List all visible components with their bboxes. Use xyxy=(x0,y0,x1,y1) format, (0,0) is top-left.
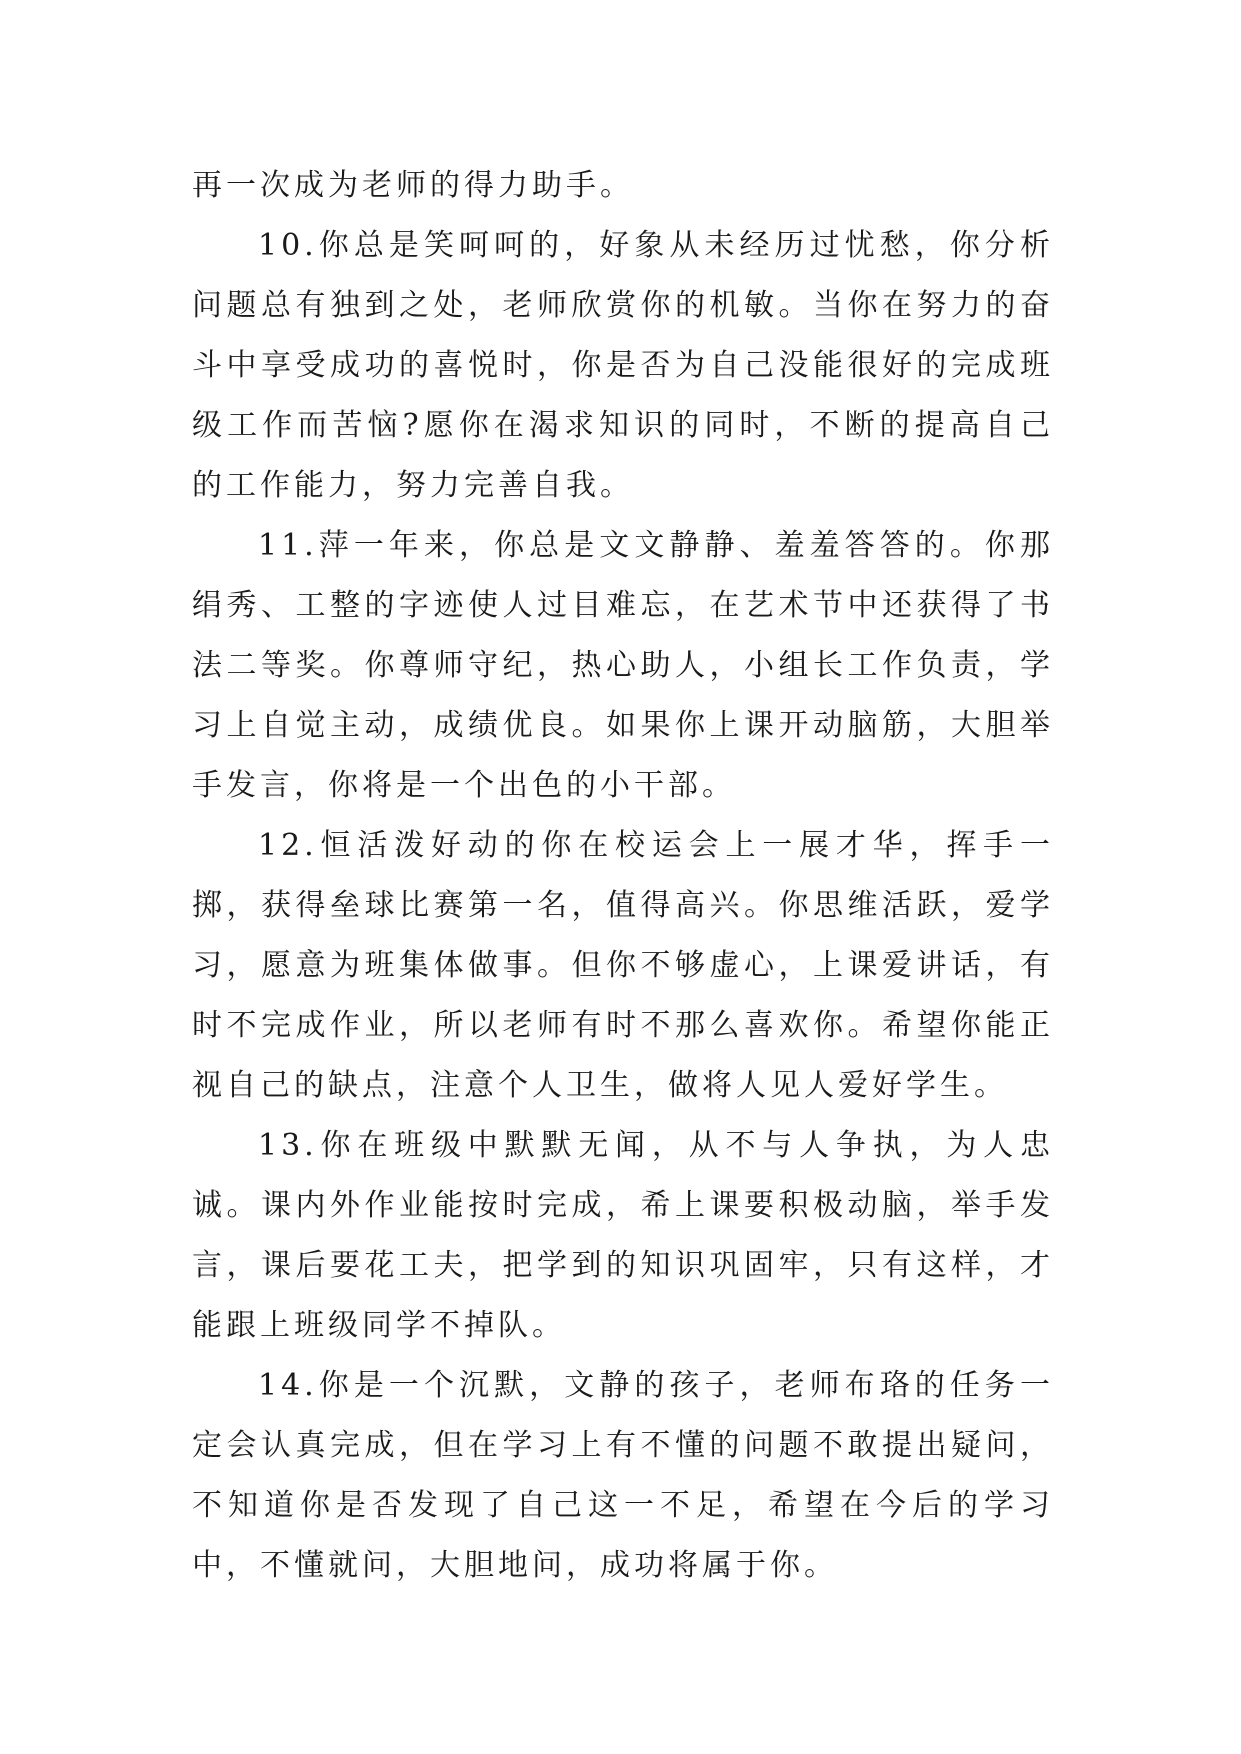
paragraph-continuation: 再一次成为老师的得力助手。 xyxy=(192,168,634,203)
paragraph-comment-12: 12.恒活泼好动的你在校运会上一展才华，挥手一掷，获得垒球比赛第一名，值得高兴。你思维活跃，爱学习，愿意为班集体做事。但你不够虚心，上课爱讲话，有时不完成作业，所以老师有时不那么喜欢你。希望你能正视自己的缺点，注意个人卫生，做将人见人爱好学生。 xyxy=(192,828,1054,1103)
document-body xyxy=(192,156,1054,1596)
paragraph-comment-11: 11.萍一年来，你总是文文静静、羞羞答答的。你那绢秀、工整的字迹使人过目难忘，在艺术节中还获得了书法二等奖。你尊师守纪，热心助人，小组长工作负责，学习上自觉主动，成绩优良。如果你上课开动脑筋，大胆举手发言，你将是一个出色的小干部。 xyxy=(192,528,1054,803)
paragraph-comment-13: 13.你在班级中默默无闻，从不与人争执，为人忠诚。课内外作业能按时完成，希上课要积极动脑，举手发言，课后要花工夫，把学到的知识巩固牢，只有这样，才能跟上班级同学不掉队。 xyxy=(192,1128,1054,1343)
paragraph-comment-10: 10.你总是笑呵呵的，好象从未经历过忧愁，你分析问题总有独到之处，老师欣赏你的机敏。当你在努力的奋斗中享受成功的喜悦时，你是否为自己没能很好的完成班级工作而苦恼?愿你在渴求知识的同时，不断的提高自己的工作能力，努力完善自我。 xyxy=(192,228,1054,503)
paragraph-comment-14: 14.你是一个沉默，文静的孩子，老师布珞的任务一定会认真完成，但在学习上有不懂的问题不敢提出疑问，不知道你是否发现了自己这一不足，希望在今后的学习中，不懂就问，大胆地问，成功将属于你。 xyxy=(192,1368,1054,1583)
